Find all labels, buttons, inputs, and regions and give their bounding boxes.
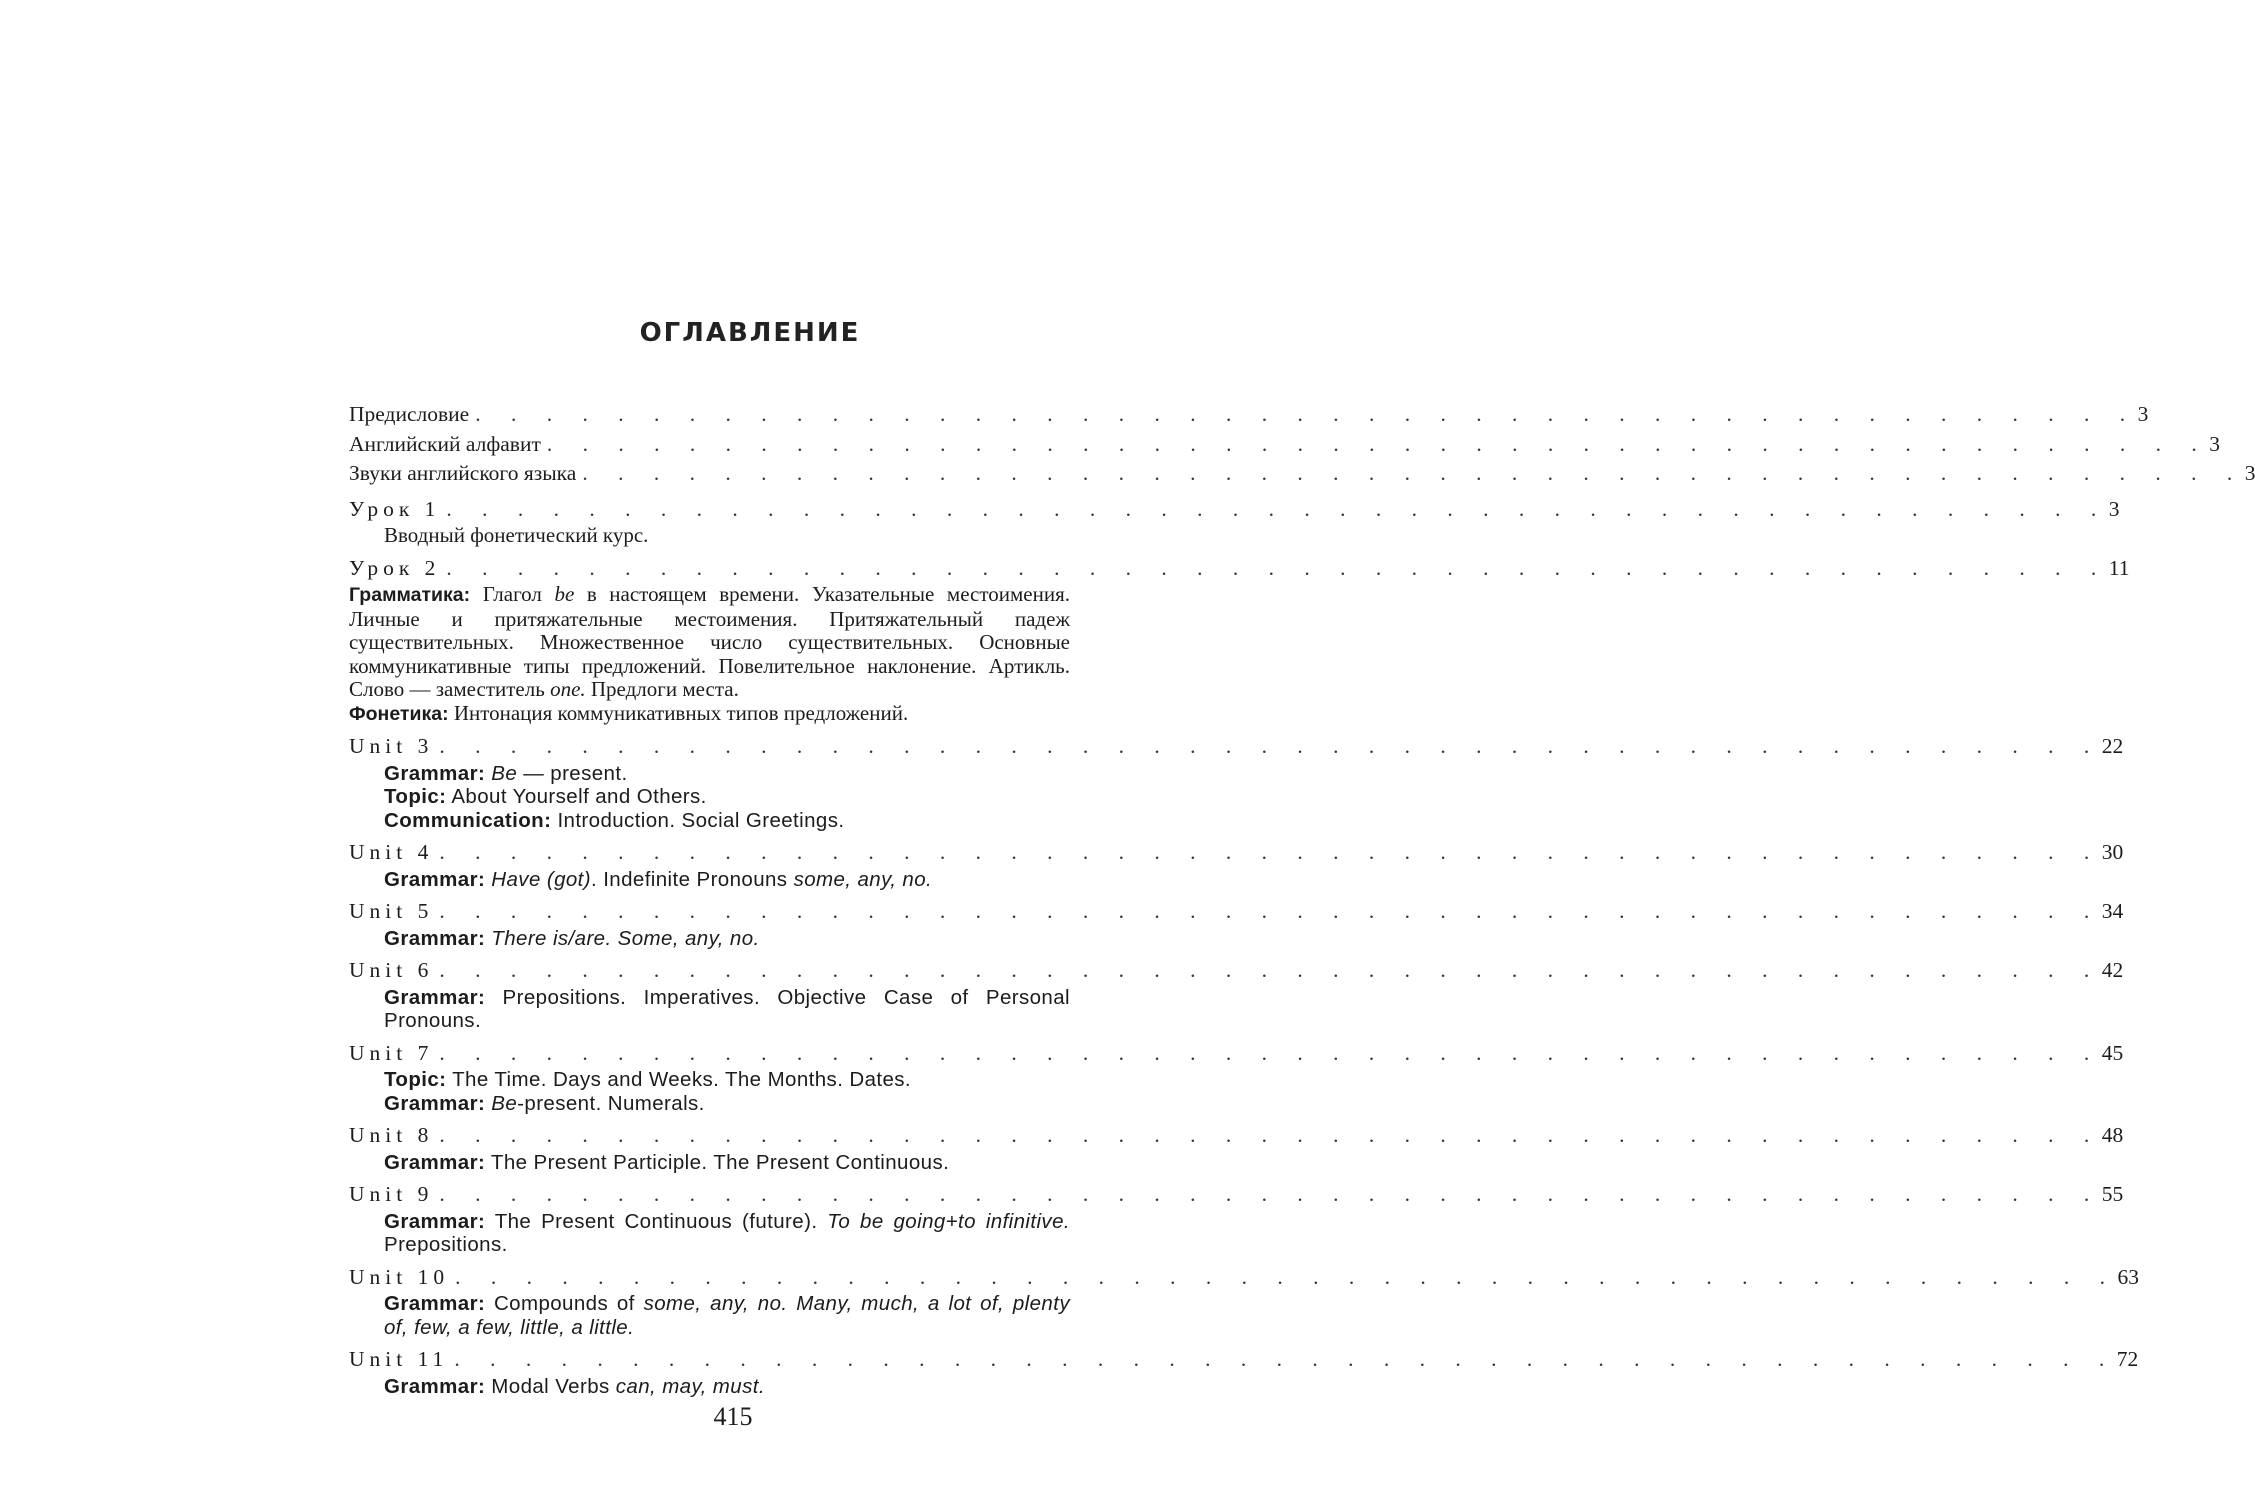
entry-page: 3	[2244, 461, 2255, 485]
toc-entry-alphabet[interactable]	[349, 430, 2220, 460]
entry-grammar: Грамматика: Глагол be в настоящем времени. Указательные местоимения. Личные и притяжательные местоимения. Притяжательный падеж существительных. Множественное число существительных. Основные коммуникативные типы предложений. Повелительное наклонение. Артикль. Слово — заместитель one. Предлоги места.	[349, 582, 1070, 701]
dot-leader: . . . . . . . . . . . . . . . . . . . . . . . . . . . . . . . . . . . . . . . . . . . . . . .	[475, 402, 2138, 426]
dot-leader: . . . . . . . . . . . . . . . . . . . . . . . . . . . . . . . . . . . . . . . . . . . . . . .	[439, 1182, 2102, 1206]
entry-page: 42	[2101, 958, 2124, 982]
dot-leader: . . . . . . . . . . . . . . . . . . . . . . . . . . . . . . . . . . . . . . . . . . . . . . .	[439, 840, 2102, 864]
entry-page: 11	[2108, 555, 2130, 580]
toc-entry-unit-9[interactable]	[349, 1180, 2124, 1257]
entry-label: Unit 7	[349, 1040, 434, 1065]
toc-entry-preface[interactable]	[349, 400, 2149, 430]
entry-page: 72	[2116, 1347, 2139, 1371]
toc-entry-lesson-2[interactable]	[349, 554, 2130, 727]
entry-label: Unit 9	[349, 1182, 434, 1206]
dot-leader: . . . . . . . . . . . . . . . . . . . . . . . . . . . . . . . . . . . . . . . . . . . . . . .	[439, 958, 2102, 982]
dot-leader: . . . . . . . . . . . . . . . . . . . . . . . . . . . . . . . . . . . . . . . . . . . . . . .	[439, 1040, 2102, 1065]
phonetics-label: Фонетика:	[349, 702, 449, 725]
entry-label: Unit 3	[349, 734, 434, 758]
entry-label: Звуки английского языка	[349, 461, 577, 485]
page-number: 415	[713, 1402, 753, 1431]
entry-details: Grammar: Have (got). Indefinite Pronouns some, any, no.	[384, 867, 933, 891]
toc-entry-unit-6[interactable]	[349, 956, 2124, 1033]
dot-leader: . . . . . . . . . . . . . . . . . . . . . . . . . . . . . . . . . . . . . . . . . . . . . . .	[546, 431, 2210, 456]
entry-label: Unit 5	[349, 899, 434, 923]
grammar-label: Грамматика:	[349, 584, 471, 606]
entry-label: Unit 6	[349, 958, 434, 982]
dot-leader: . . . . . . . . . . . . . . . . . . . . . . . . . . . . . . . . . . . . . . . . . . . . . . .	[454, 1347, 2117, 1371]
entry-page: 45	[2101, 1040, 2124, 1065]
entry-page: 3	[2108, 496, 2120, 521]
toc-entry-unit-8[interactable]	[349, 1121, 2124, 1174]
entry-page: 34	[2101, 899, 2124, 923]
entry-page: 63	[2117, 1264, 2139, 1289]
entry-label: Unit 8	[349, 1123, 434, 1147]
entry-page: 48	[2101, 1123, 2124, 1147]
entry-label: Урок 1	[349, 496, 441, 521]
dot-leader: . . . . . . . . . . . . . . . . . . . . . . . . . . . . . . . . . . . . . . . . . . . . . . .	[446, 555, 2109, 580]
page-title: ОГЛАВЛЕНИЕ	[639, 318, 861, 348]
entry-phonetics: Фонетика: Интонация коммуникативных типов предложений.	[349, 700, 909, 725]
dot-leader: . . . . . . . . . . . . . . . . . . . . . . . . . . . . . . . . . . . . . . . . . . . . . . .	[439, 734, 2102, 758]
entry-description: Вводный фонетический курс.	[384, 523, 649, 547]
entry-label: Предисловие	[349, 402, 470, 426]
toc-entry-unit-11[interactable]	[349, 1345, 2139, 1398]
entry-details: Topic: The Time. Days and Weeks. The Months. Dates. Grammar: Be-present. Numerals.	[384, 1068, 912, 1115]
entry-details: Grammar: The Present Participle. The Present Continuous.	[384, 1150, 950, 1174]
entry-label: Unit 4	[349, 840, 434, 864]
toc-entry-sounds[interactable]	[349, 459, 2255, 489]
toc-entry-unit-7[interactable]	[349, 1039, 2124, 1116]
entry-page: 30	[2101, 840, 2124, 864]
entry-page: 22	[2101, 734, 2124, 758]
toc-entry-lesson-1[interactable]	[349, 495, 2120, 548]
table-of-contents	[349, 400, 2255, 1398]
entry-label: Unit 10	[349, 1264, 450, 1289]
dot-leader: . . . . . . . . . . . . . . . . . . . . . . . . . . . . . . . . . . . . . . . . . . . . . . .	[455, 1264, 2118, 1289]
dot-leader: . . . . . . . . . . . . . . . . . . . . . . . . . . . . . . . . . . . . . . . . . . . . . . .	[446, 496, 2109, 521]
entry-page: 3	[2137, 402, 2149, 426]
entry-details: Grammar: The Present Continuous (future). To be going+to infinitive. Prepositions.	[384, 1209, 1070, 1256]
entry-details: Grammar: There is/are. Some, any, no.	[384, 926, 760, 950]
dot-leader: . . . . . . . . . . . . . . . . . . . . . . . . . . . . . . . . . . . . . . . . . . . . . . .	[582, 461, 2245, 485]
dot-leader: . . . . . . . . . . . . . . . . . . . . . . . . . . . . . . . . . . . . . . . . . . . . . . .	[439, 1123, 2102, 1147]
entry-label: Урок 2	[349, 555, 441, 580]
toc-entry-unit-4[interactable]	[349, 838, 2124, 891]
entry-details: Grammar: Compounds of some, any, no. Many, much, a lot of, plenty of, few, a few, little, a little.	[384, 1292, 1070, 1339]
entry-details: Grammar: Be — present. Topic: About Yourself and Others. Communication: Introduction. Social Greetings.	[384, 761, 845, 832]
toc-entry-unit-5[interactable]	[349, 897, 2124, 950]
toc-entry-unit-3[interactable]	[349, 732, 2124, 832]
dot-leader: . . . . . . . . . . . . . . . . . . . . . . . . . . . . . . . . . . . . . . . . . . . . . . .	[439, 899, 2102, 923]
entry-details: Grammar: Modal Verbs can, may, must.	[384, 1374, 765, 1398]
entry-page: 3	[2209, 431, 2220, 456]
entry-details: Grammar: Prepositions. Imperatives. Objective Case of Personal Pronouns.	[384, 985, 1070, 1032]
toc-entry-unit-10[interactable]	[349, 1263, 2139, 1340]
entry-label: Английский алфавит	[349, 431, 541, 456]
entry-label: Unit 11	[349, 1347, 449, 1371]
entry-page: 55	[2101, 1182, 2124, 1206]
